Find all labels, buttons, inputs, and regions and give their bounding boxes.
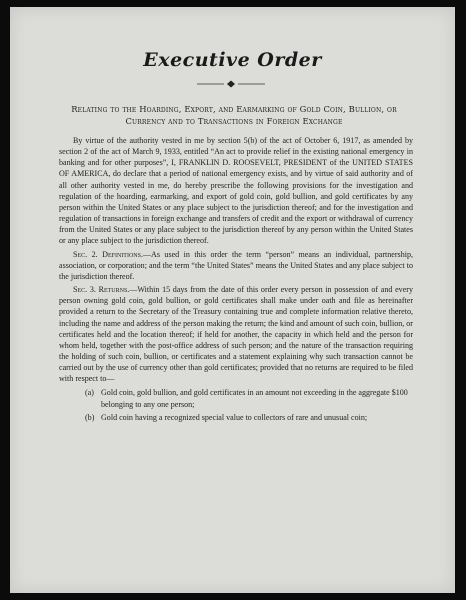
document-page: [10, 7, 455, 593]
document-body: [59, 135, 413, 425]
section-2-text: —As used in this order the term “person” means an individual, partnership, association, or corporation; and the term “the United States” means the United States and any place subject to the jurisdiction thereof.: [59, 249, 413, 281]
ornament-divider: [197, 80, 265, 88]
list-item-label: (a): [85, 388, 94, 398]
document-title: Executive Order: [143, 49, 322, 71]
list-item-text: Gold coin having a recognized special value to collectors of rare and unusual coin;: [101, 412, 368, 422]
list-item-label: (b): [85, 412, 95, 422]
section-2-heading: Sec. 2. Definitions.: [73, 249, 143, 259]
list-item: [59, 387, 413, 409]
section-3-paragraph: [59, 284, 413, 384]
exemption-list: [59, 387, 413, 422]
section-2-paragraph: [59, 249, 413, 282]
section-3-heading: Sec. 3. Returns.: [73, 285, 130, 295]
document-subtitle: Relating to the Hoarding, Export, and Earmarking of Gold Coin, Bullion, or Currency and to Transactions in Foreign Exchange: [71, 104, 397, 126]
list-item: [59, 412, 413, 423]
preamble-paragraph: By virtue of the authority vested in me by section 5(b) of the act of October 6, 1917, as amended by section 2 of the act of March 9, 1933, entitled “An act to provide relief in the existing national emergency in banking and for other purposes”, I, FRANKLIN D. ROOSEVELT, PRESIDENT of the UNITED STATES OF AMERICA, do declare that a period of national emergency exists, and by virtue of said authority and of all other authority vested in me, do hereby prescribe the following provisions for the investigation and regulation of the hoarding, earmarking, and export of gold coin, gold bullion, and gold certificates by any person within the United States or any place subject to the jurisdiction thereof; and for the investigation and regulation of transactions in foreign exchange and transfers of credit and the export or withdrawal of currency from the United States or any place subject to the jurisdiction thereof by any person within the United States or any place subject to the jurisdiction thereof.: [59, 136, 413, 246]
section-3-text: —Within 15 days from the date of this order every person in possession of and every person owning gold coin, gold bullion, or gold certificates shall make under oath and file as hereinafter provided a return to the Secretary of the Treasury containing true and complete information relative thereto, including the name and address of the person making the return; the kind and amount of such coin, bullion, or certificates held and the location thereof; if held for another, the capacity in which held and the person for whom held, together with the post-office address of such person; and the nature of the transaction requiring the holding of such coin, bullion, or certificates and a statement explaining why such transaction cannot be carried out by the use of currency other than gold certificates; provided that no returns are required to be filed with respect to—: [59, 285, 413, 384]
list-item-text: Gold coin, gold bullion, and gold certificates in an amount not exceeding in the aggregate $100 belonging to any one person;: [101, 388, 408, 409]
